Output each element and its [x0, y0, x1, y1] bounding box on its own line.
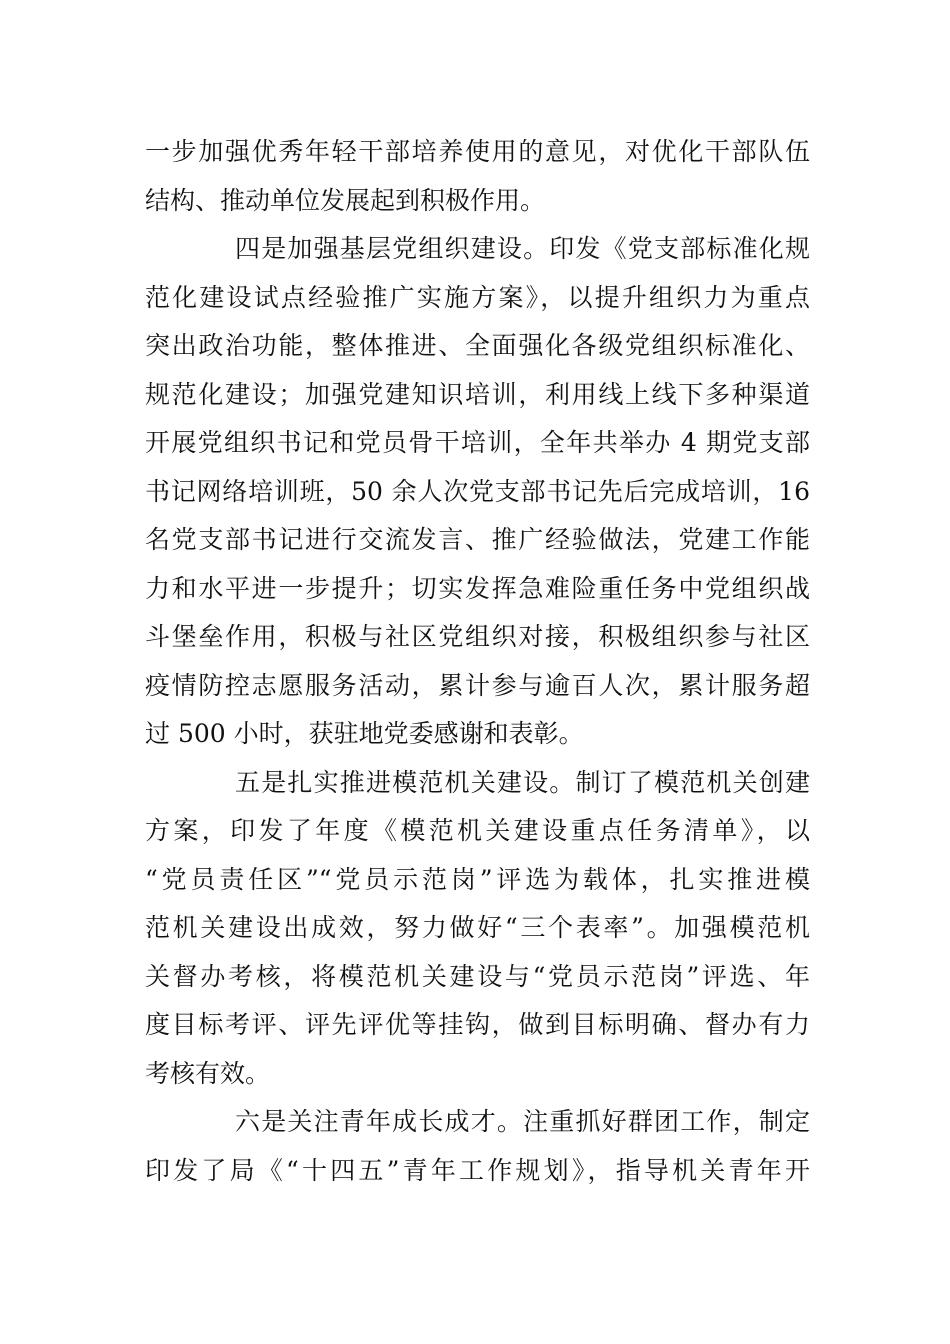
- text-line: 印发了局《“十四五”青年工作规划》，指导机关青年开: [145, 1155, 810, 1185]
- text-line: 范化建设试点经验推广实施方案》，以提升组织力为重点: [145, 282, 810, 312]
- paragraph-model-organ-building: [145, 759, 810, 1099]
- text-line: 五是扎实推进模范机关建设。制订了模范机关创建: [235, 767, 810, 797]
- text-line: 一步加强优秀年轻干部培养使用的意见，对优化干部队伍: [145, 137, 810, 166]
- text-line: 考核有效。: [145, 1058, 271, 1088]
- text-line: 名党支部书记进行交流发言、推广经验做法，党建工作能: [145, 525, 810, 554]
- text-line: 规范化建设；加强党建知识培训，利用线上线下多种渠道: [145, 379, 810, 409]
- text-line: 六是关注青年成长成才。注重抓好群团工作，制定: [235, 1107, 810, 1136]
- text-line: 方案，印发了年度《模范机关建设重点任务清单》，以: [145, 816, 810, 845]
- text-line: 开展党组织书记和党员骨干培训，全年共举办 4 期党支部: [145, 428, 810, 457]
- text-line: 力和水平进一步提升；切实发挥急难险重任务中党组织战: [145, 573, 810, 603]
- text-line: 范机关建设出成效，努力做好“三个表率”。加强模范机: [145, 913, 810, 942]
- paragraph-cadre-training: [145, 128, 810, 225]
- text-line: 书记网络培训班，50 余人次党支部书记先后完成培训，16: [145, 476, 810, 506]
- text-line: 度目标考评、评先评优等挂钩，做到目标明确、督办有力: [145, 1010, 810, 1039]
- text-line: 斗堡垒作用，积极与社区党组织对接，积极组织参与社区: [145, 622, 810, 651]
- text-line: 突出政治功能，整体推进、全面强化各级党组织标准化、: [145, 331, 810, 360]
- text-line: 疫情防控志愿服务活动，累计参与逾百人次，累计服务超: [145, 670, 810, 700]
- paragraph-youth-development: [145, 1098, 810, 1195]
- paragraph-grassroots-party-building: [145, 225, 810, 759]
- text-line: 过 500 小时，获驻地党委感谢和表彰。: [145, 719, 584, 748]
- text-line: “党员责任区”“党员示范岗”评选为载体，扎实推进模: [145, 864, 810, 894]
- text-line: 结构、推动单位发展起到积极作用。: [145, 185, 546, 215]
- text-line: 关督办考核，将模范机关建设与“党员示范岗”评选、年: [145, 961, 810, 991]
- text-line: 四是加强基层党组织建设。印发《党支部标准化规: [235, 234, 810, 263]
- document-body: [145, 128, 810, 1195]
